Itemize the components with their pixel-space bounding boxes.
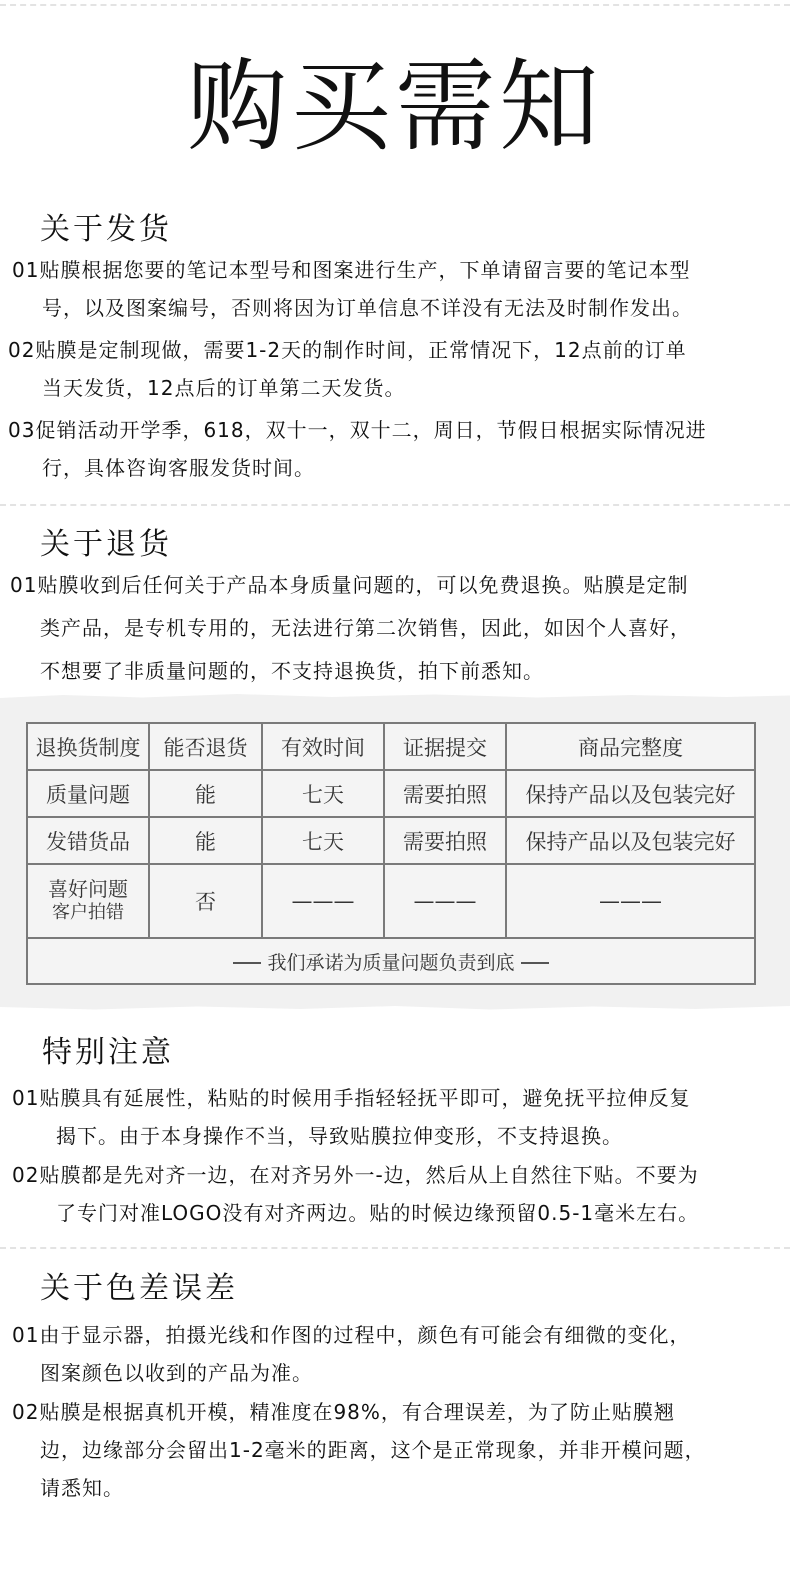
returns-text: 01贴膜收到后任何关于产品本身质量问题的，可以免费退换。贴膜是定制 类产品，是专机专用的，无法进行第二次销售，因此，如因个人喜好， 不想要了非质量问题的，不支持退换货，拍下前悉知。	[10, 573, 691, 683]
table-header-cell: 能否退货	[149, 723, 262, 770]
section-divider	[0, 1247, 790, 1249]
table-cell: 七天	[262, 770, 384, 817]
table-header-row	[27, 723, 755, 770]
table-cell: 需要拍照	[384, 770, 506, 817]
table-cell: 保持产品以及包装完好	[506, 817, 755, 864]
paper-top-edge	[0, 692, 790, 702]
notice-heading: 特别注意	[42, 1035, 174, 1070]
color-item-1: 01由于显示器，拍摄光线和作图的过程中，颜色有可能会有细微的变化， 图案颜色以收到的产品为准。	[12, 1323, 691, 1385]
footer-dash-right	[521, 962, 549, 964]
top-divider	[0, 4, 790, 6]
color-item-2: 02贴膜是根据真机开模，精准度在98%，有合理误差，为了防止贴膜翘 边，边缘部分会留出1-2毫米的距离，这个是正常现象，并非开模问题， 请悉知。	[12, 1400, 706, 1500]
shipping-item-2: 02贴膜是定制现做，需要1-2天的制作时间，正常情况下，12点前的订单 当天发货，12点后的订单第二天发货。	[8, 338, 687, 400]
table-cell: ———	[506, 864, 755, 938]
notice-item-1: 01贴膜具有延展性，粘贴的时候用手指轻轻抚平即可，避免抚平拉伸反复 揭下。由于本身操作不当，导致贴膜拉伸变形，不支持退换。	[12, 1086, 691, 1148]
table-footer-row	[27, 938, 755, 984]
returns-heading: 关于退货	[40, 527, 172, 562]
table-cell: 能	[149, 770, 262, 817]
table-cell: ———	[384, 864, 506, 938]
table-row	[27, 770, 755, 817]
table-cell: 保持产品以及包装完好	[506, 770, 755, 817]
table-cell: 需要拍照	[384, 817, 506, 864]
table-footer-cell	[27, 938, 755, 984]
footer-promise-text: 我们承诺为质量问题负责到底	[267, 951, 515, 974]
footer-dash-left	[233, 962, 261, 964]
table-cell: 质量问题	[27, 770, 149, 817]
table-row	[27, 817, 755, 864]
shipping-heading: 关于发货	[40, 212, 172, 247]
paper-bottom-edge	[0, 1002, 790, 1012]
table-header-cell: 有效时间	[262, 723, 384, 770]
page-title: 购买需知	[187, 48, 603, 165]
section-divider	[0, 504, 790, 506]
table-row	[27, 864, 755, 938]
color-heading: 关于色差误差	[40, 1271, 238, 1306]
table-cell-line: 喜好问题	[48, 877, 128, 901]
shipping-item-1: 01贴膜根据您要的笔记本型号和图案进行生产，下单请留言要的笔记本型 号，以及图案编号，否则将因为订单信息不详没有无法及时制作发出。	[12, 258, 693, 320]
notice-item-2: 02贴膜都是先对齐一边，在对齐另外一-边，然后从上自然往下贴。不要为 了专门对准LOGO没有对齐两边。贴的时候边缘预留0.5-1毫米左右。	[12, 1163, 700, 1225]
table-cell: ———	[262, 864, 384, 938]
table-cell: 七天	[262, 817, 384, 864]
table-header-cell: 退换货制度	[27, 723, 149, 770]
table-cell	[27, 864, 149, 938]
table-cell: 能	[149, 817, 262, 864]
table-header-cell: 商品完整度	[506, 723, 755, 770]
table-header-cell: 证据提交	[384, 723, 506, 770]
return-policy-table	[26, 722, 756, 985]
shipping-item-3: 03促销活动开学季，618，双十一，双十二，周日，节假日根据实际情况进 行，具体咨询客服发货时间。	[8, 418, 707, 480]
table-cell-line: 客户拍错	[52, 902, 124, 923]
table-cell: 发错货品	[27, 817, 149, 864]
table-cell: 否	[149, 864, 262, 938]
